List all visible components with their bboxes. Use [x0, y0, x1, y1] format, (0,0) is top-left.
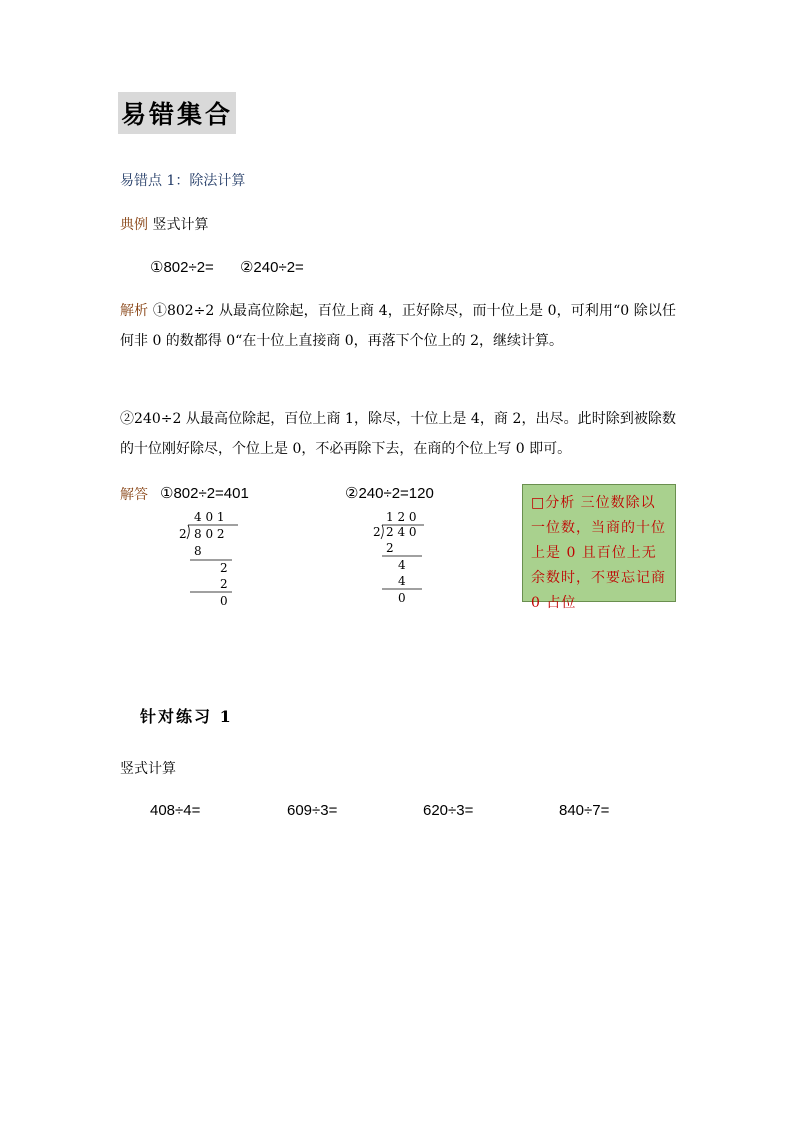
- example-label: 典例: [120, 217, 148, 233]
- page-title: 易错集合: [118, 92, 236, 134]
- practice-title: 针对练习 1: [140, 707, 233, 726]
- div1-dividend: 8 0 2: [194, 527, 225, 541]
- div1-step-4: 0: [220, 594, 228, 608]
- problem-2: ②240÷2=: [239, 259, 304, 276]
- div2-dividend: 2 4 0: [386, 525, 417, 539]
- analysis-text-1: ①802÷2 从最高位除起，百位上商 4，正好除尽，而十位上是 0，可利用“0 除以任何非 0 的数都得 0“在十位上直接商 0，再落下个位上的 2，继续计算。: [120, 303, 677, 349]
- div2-step-2: 4: [398, 558, 406, 572]
- practice-subtitle: 竖式计算: [120, 761, 176, 777]
- div2-step-1: 2: [386, 541, 394, 555]
- div1-step-1: 8: [194, 544, 202, 558]
- answer-label: 解答: [120, 487, 148, 503]
- div1-step-3: 2: [220, 577, 228, 591]
- analysis-paragraph-2: ②240÷2 从最高位除起，百位上商 1，除尽，十位上是 4，商 2，出尽。此时除到被除数的十位刚好除尽，个位上是 0，不必再除下去，在商的个位上写 0 即可。: [120, 411, 676, 457]
- div2-step-3: 4: [398, 574, 406, 588]
- long-division-2: [370, 505, 440, 605]
- div1-divisor: 2: [179, 527, 187, 541]
- div2-quotient: 1 2 0: [386, 510, 417, 524]
- error-point-heading: 易错点 1：除法计算: [120, 173, 246, 189]
- answer-equation-2: ②240÷2=120: [345, 485, 434, 502]
- example-text: 竖式计算: [152, 217, 209, 233]
- analysis-label: 解析: [120, 303, 149, 319]
- problem-1: ①802÷2=: [150, 259, 214, 276]
- div2-divisor: 2: [373, 525, 381, 539]
- analysis-note-box: □分析 三位数除以一位数，当商的十位上是 0 且百位上无余数时，不要忘记商 0 占位: [522, 484, 676, 602]
- div1-step-2: 2: [220, 561, 228, 575]
- example-heading: [120, 214, 208, 234]
- analysis-paragraph-1: [120, 296, 676, 356]
- answer-equation-1: ①802÷2=401: [160, 485, 249, 502]
- practice-problem-4: 840÷7=: [559, 802, 610, 819]
- practice-problem-3: 620÷3=: [423, 802, 474, 819]
- practice-problem-2: 609÷3=: [287, 802, 338, 819]
- long-division-1: [176, 505, 246, 609]
- div1-quotient: 4 0 1: [194, 510, 225, 524]
- div2-step-4: 0: [398, 591, 406, 605]
- example-problems: [150, 258, 326, 276]
- practice-problem-1: 408÷4=: [150, 802, 201, 819]
